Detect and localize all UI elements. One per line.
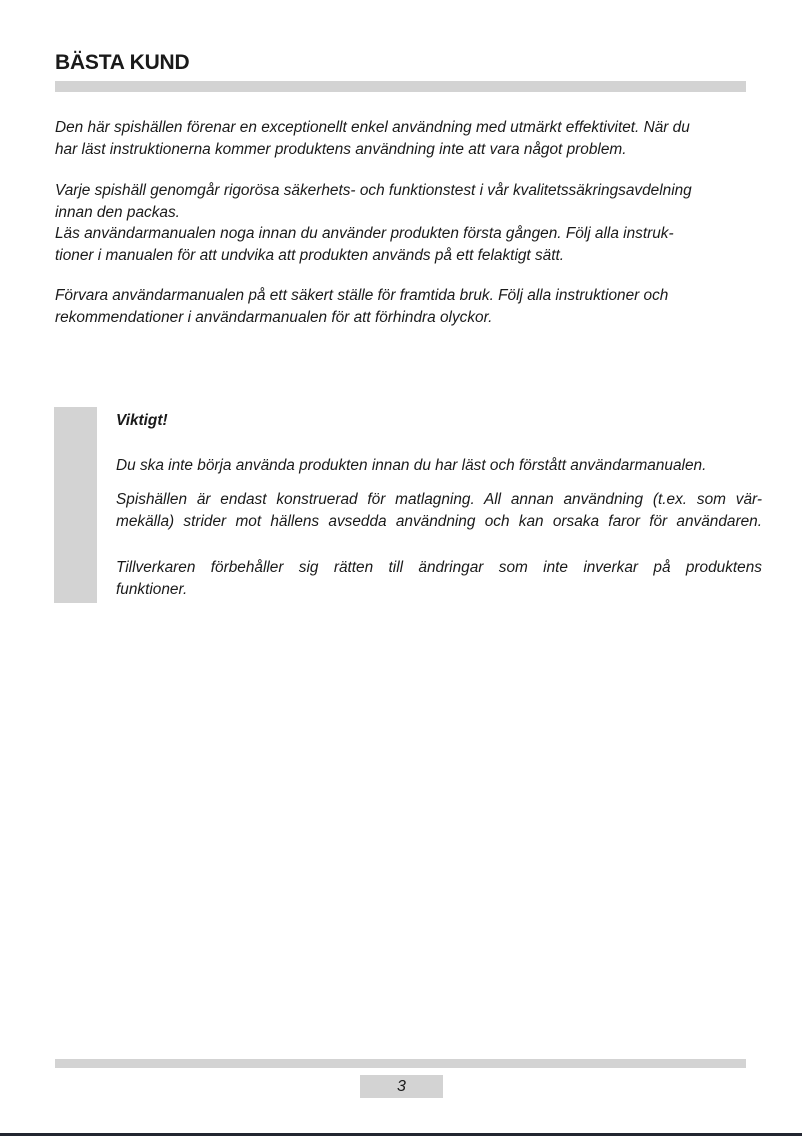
header-divider xyxy=(55,81,746,92)
footer-divider xyxy=(55,1059,746,1068)
notice-strip xyxy=(54,407,97,603)
text-line: tioner i manualen för att undvika att produkten används på ett felaktigt sätt. xyxy=(55,246,565,264)
notice-paragraph-1 xyxy=(116,455,762,477)
text-line: innan den packas. xyxy=(55,203,180,221)
text-line: funktioner. xyxy=(116,580,188,598)
quality-paragraph xyxy=(55,180,692,266)
text-line: Förvara användarmanualen på ett säkert ställe för framtida bruk. Följ alla instruktioner och xyxy=(55,287,669,304)
text-line: Spishällen är endast konstruerad för matlagning. All annan användning (t.ex. som vär- xyxy=(116,491,762,508)
page-title: BÄSTA KUND xyxy=(55,51,190,74)
text-line: Tillverkaren förbehåller sig rätten till ändringar som inte inverkar på produktens xyxy=(116,559,762,576)
text-line: har läst instruktionerna kommer produktens användning inte att vara något problem. xyxy=(55,140,627,158)
text-line: Den här spishällen förenar en exceptionellt enkel användning med utmärkt effektivitet. När du xyxy=(55,119,690,136)
text-line: Läs användarmanualen noga innan du använder produkten första gången. Följ alla instruk- xyxy=(55,225,674,242)
notice-heading: Viktigt! xyxy=(116,412,168,429)
text-line: Varje spishäll genomgår rigorösa säkerhets- och funktionstest i vår kvalitetssäkringsavdelning xyxy=(55,182,692,199)
intro-paragraph xyxy=(55,117,690,160)
text-line: mekälla) strider mot hällens avsedda användning och kan orsaka faror för användaren. xyxy=(116,512,762,530)
storage-paragraph xyxy=(55,285,668,328)
notice-paragraph-2 xyxy=(116,489,762,532)
text-line: Du ska inte börja använda produkten innan du har läst och förstått användarmanualen. xyxy=(116,457,707,474)
notice-paragraph-3 xyxy=(116,557,762,600)
page-number: 3 xyxy=(360,1075,443,1098)
text-line: rekommendationer i användarmanualen för att förhindra olyckor. xyxy=(55,308,493,326)
